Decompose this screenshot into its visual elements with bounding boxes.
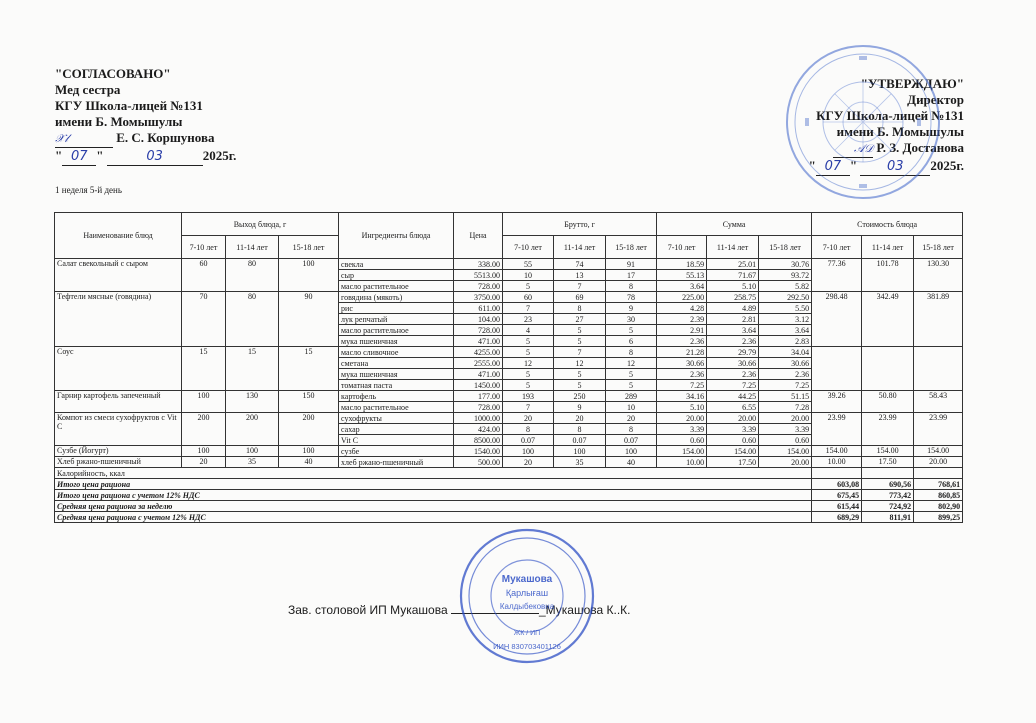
table-row	[55, 347, 963, 358]
seal-line: Мукашова	[501, 574, 553, 585]
ingredient-brutto: 8	[606, 347, 657, 358]
ingredient-price: 500.00	[454, 457, 503, 468]
ingredient-brutto: 5	[503, 380, 554, 391]
footer-signature	[288, 603, 631, 617]
ingredient-sum: 2.81	[707, 314, 759, 325]
ingredient-sum: 20.00	[759, 457, 812, 468]
total-row	[55, 501, 963, 512]
header-ingredients: Ингредиенты блюда	[339, 213, 454, 259]
menu-body	[55, 259, 963, 523]
ingredient-name: Vit C	[339, 435, 454, 446]
ingredient-sum: 3.64	[707, 325, 759, 336]
ingredient-sum: 3.64	[759, 325, 812, 336]
left-approval-signature-line	[55, 130, 236, 148]
ingredient-price: 338.00	[454, 259, 503, 270]
dish-cost: 381.89	[914, 292, 963, 347]
dish-yield: 15	[182, 347, 226, 391]
ingredient-name: сухофрукты	[339, 413, 454, 424]
ingredient-price: 3750.00	[454, 292, 503, 303]
ingredient-sum: 225.00	[657, 292, 707, 303]
ingredient-brutto: 20	[554, 413, 606, 424]
total-row	[55, 479, 963, 490]
ingredient-name: говядина (мякоть)	[339, 292, 454, 303]
left-date-month: 03	[146, 149, 163, 164]
ingredient-sum: 10.00	[657, 457, 707, 468]
left-approval-signer: Е. С. Коршунова	[116, 130, 215, 145]
ingredient-sum: 55.13	[657, 270, 707, 281]
total-value: 615,44	[812, 501, 862, 512]
calories-row	[55, 468, 963, 479]
ingredient-sum: 2.36	[657, 369, 707, 380]
table-row	[55, 292, 963, 303]
ingredient-sum: 154.00	[759, 446, 812, 457]
ingredient-sum: 7.25	[707, 380, 759, 391]
right-date-month: 03	[887, 159, 904, 174]
ingredient-brutto: 250	[554, 391, 606, 402]
menu-table	[54, 212, 963, 523]
ingredient-brutto: 69	[554, 292, 606, 303]
ingredient-brutto: 27	[554, 314, 606, 325]
ingredient-sum: 3.64	[657, 281, 707, 292]
dish-cost	[812, 347, 862, 391]
ingredient-sum: 2.91	[657, 325, 707, 336]
ingredient-brutto: 5	[606, 325, 657, 336]
left-date-year: 2025г.	[202, 148, 237, 163]
dish-yield: 200	[182, 413, 226, 446]
ingredient-name: сыр	[339, 270, 454, 281]
ingredient-brutto: 17	[606, 270, 657, 281]
ingredient-price: 728.00	[454, 325, 503, 336]
ingredient-brutto: 13	[554, 270, 606, 281]
ingredient-price: 1540.00	[454, 446, 503, 457]
week-day-label: 1 неделя 5-й день	[55, 185, 122, 195]
ingredient-sum: 3.39	[657, 424, 707, 435]
ingredient-name: томатная паста	[339, 380, 454, 391]
dish-name: Тефтели мясные (говядина)	[55, 292, 182, 347]
ingredient-brutto: 20	[503, 457, 554, 468]
ingredient-sum: 0.60	[707, 435, 759, 446]
total-value: 768,61	[914, 479, 963, 490]
dish-yield: 80	[226, 292, 279, 347]
header-dish: Наименование блюд	[55, 213, 182, 259]
ingredient-sum: 7.25	[759, 380, 812, 391]
seal-line: Калдыбековна	[499, 602, 555, 611]
ingredient-brutto: 8	[606, 424, 657, 435]
ingredient-brutto: 9	[554, 402, 606, 413]
dish-name: Сузбе (Йогурт)	[55, 446, 182, 457]
ingredient-sum: 2.39	[657, 314, 707, 325]
ingredient-sum: 258.75	[707, 292, 759, 303]
header-age: 7-10 лет	[182, 236, 226, 259]
dish-cost: 20.00	[914, 457, 963, 468]
ingredient-name: свекла	[339, 259, 454, 270]
ingredient-brutto: 40	[606, 457, 657, 468]
ingredient-sum: 20.00	[657, 413, 707, 424]
dish-yield: 20	[182, 457, 226, 468]
ingredient-sum: 2.36	[707, 336, 759, 347]
supplier-seal-icon	[458, 527, 596, 665]
dish-name: Соус	[55, 347, 182, 391]
dish-cost: 58.43	[914, 391, 963, 413]
dish-yield: 100	[279, 259, 339, 292]
ingredient-sum: 20.00	[707, 413, 759, 424]
table-row	[55, 391, 963, 402]
total-row	[55, 490, 963, 501]
dish-cost: 17.50	[862, 457, 914, 468]
ingredient-sum: 51.15	[759, 391, 812, 402]
dish-yield: 100	[279, 446, 339, 457]
seal-type: ЖК / ИП	[513, 630, 541, 637]
seal-line: Қарлығаш	[505, 588, 549, 598]
dish-name: Компот из смеси сухофруктов с Vit C	[55, 413, 182, 446]
dish-cost: 50.80	[862, 391, 914, 413]
ingredient-brutto: 20	[606, 413, 657, 424]
ingredient-price: 728.00	[454, 281, 503, 292]
footer-signature-blank	[451, 613, 539, 614]
left-date-day: 07	[70, 149, 88, 164]
dish-name: Салат свекольный с сыром	[55, 259, 182, 292]
ingredient-sum: 2.36	[759, 369, 812, 380]
ingredient-brutto: 55	[503, 259, 554, 270]
dish-yield: 35	[226, 457, 279, 468]
ingredient-brutto: 193	[503, 391, 554, 402]
ingredient-brutto: 0.07	[554, 435, 606, 446]
header-price: Цена	[454, 213, 503, 259]
ingredient-sum: 5.10	[657, 402, 707, 413]
total-label: Средняя цена рациона за неделю	[55, 501, 812, 512]
ingredient-price: 4255.00	[454, 347, 503, 358]
calories-value	[914, 468, 963, 479]
ingredient-sum: 7.28	[759, 402, 812, 413]
ingredient-name: сметана	[339, 358, 454, 369]
ingredient-sum: 44.25	[707, 391, 759, 402]
dish-yield: 60	[182, 259, 226, 292]
ingredient-brutto: 12	[503, 358, 554, 369]
header-age: 11-14 лет	[707, 236, 759, 259]
right-approval-title: "УТВЕРЖДАЮ"	[860, 76, 964, 91]
ingredient-sum: 3.39	[707, 424, 759, 435]
ingredient-price: 2555.00	[454, 358, 503, 369]
ingredient-sum: 34.04	[759, 347, 812, 358]
dish-cost: 39.26	[812, 391, 862, 413]
ingredient-sum: 4.89	[707, 303, 759, 314]
dish-cost: 23.99	[914, 413, 963, 446]
ingredient-sum: 30.76	[759, 259, 812, 270]
ingredient-sum: 18.59	[657, 259, 707, 270]
ingredient-brutto: 7	[554, 347, 606, 358]
ingredient-brutto: 23	[503, 314, 554, 325]
header-sum: Сумма	[657, 213, 812, 236]
header-age: 15-18 лет	[759, 236, 812, 259]
ingredient-sum: 2.83	[759, 336, 812, 347]
ingredient-name: мука пшеничная	[339, 369, 454, 380]
table-row	[55, 413, 963, 424]
ingredient-sum: 5.10	[707, 281, 759, 292]
dish-name: Хлеб ржано-пшеничный	[55, 457, 182, 468]
ingredient-sum: 292.50	[759, 292, 812, 303]
right-approval-org: КГУ Школа-лицей №131	[816, 108, 964, 123]
dish-yield: 150	[279, 391, 339, 413]
dish-cost: 342.49	[862, 292, 914, 347]
total-value: 675,45	[812, 490, 862, 501]
total-value: 899,25	[914, 512, 963, 523]
ingredient-brutto: 5	[503, 281, 554, 292]
dish-cost: 23.99	[812, 413, 862, 446]
ingredient-sum: 0.60	[657, 435, 707, 446]
ingredient-sum: 30.66	[707, 358, 759, 369]
dish-yield: 15	[279, 347, 339, 391]
ingredient-brutto: 4	[503, 325, 554, 336]
total-value: 773,42	[862, 490, 914, 501]
ingredient-brutto: 5	[554, 336, 606, 347]
total-value: 811,91	[862, 512, 914, 523]
ingredient-name: хлеб ржано-пшеничный	[339, 457, 454, 468]
ingredient-brutto: 35	[554, 457, 606, 468]
ingredient-price: 1450.00	[454, 380, 503, 391]
dish-cost: 101.78	[862, 259, 914, 292]
dish-cost: 23.99	[862, 413, 914, 446]
ingredient-sum: 30.66	[759, 358, 812, 369]
ingredient-brutto: 74	[554, 259, 606, 270]
dish-yield: 90	[279, 292, 339, 347]
ingredient-brutto: 8	[503, 424, 554, 435]
ingredient-sum: 29.79	[707, 347, 759, 358]
ingredient-sum: 30.66	[657, 358, 707, 369]
ingredient-brutto: 5	[503, 347, 554, 358]
header-brutto: Брутто, г	[503, 213, 657, 236]
dish-yield: 70	[182, 292, 226, 347]
dish-name: Гарнир картофель запеченный	[55, 391, 182, 413]
calories-value	[862, 468, 914, 479]
dish-cost: 130.30	[914, 259, 963, 292]
dish-yield: 200	[279, 413, 339, 446]
ingredient-sum: 34.16	[657, 391, 707, 402]
ingredient-brutto: 10	[606, 402, 657, 413]
ingredient-sum: 3.39	[759, 424, 812, 435]
total-label: Итого цена рациона	[55, 479, 812, 490]
ingredient-sum: 0.60	[759, 435, 812, 446]
dish-yield: 80	[226, 259, 279, 292]
dish-yield: 100	[182, 391, 226, 413]
table-row	[55, 457, 963, 468]
ingredient-sum: 4.28	[657, 303, 707, 314]
ingredient-sum: 2.36	[707, 369, 759, 380]
ingredient-sum: 71.67	[707, 270, 759, 281]
total-label: Итого цена рациона с учетом 12% НДС	[55, 490, 812, 501]
ingredient-price: 1000.00	[454, 413, 503, 424]
right-approval-date: " 07 " 03 2025г.	[808, 158, 964, 174]
ingredient-price: 5513.00	[454, 270, 503, 281]
ingredient-sum: 20.00	[759, 413, 812, 424]
right-approval-signer: Р. З. Достанова	[876, 140, 964, 155]
ingredient-brutto: 7	[554, 281, 606, 292]
ingredient-brutto: 5	[503, 369, 554, 380]
ingredient-sum: 17.50	[707, 457, 759, 468]
header-yield: Выход блюда, г	[182, 213, 339, 236]
seal-iin: ИИН 830703401126	[493, 642, 561, 651]
right-approval-block	[809, 76, 964, 176]
ingredient-brutto: 78	[606, 292, 657, 303]
total-value: 690,56	[862, 479, 914, 490]
ingredient-brutto: 7	[503, 402, 554, 413]
ingredient-brutto: 8	[606, 281, 657, 292]
right-approval-role: Директор	[907, 92, 964, 107]
dish-yield: 40	[279, 457, 339, 468]
ingredient-sum: 2.36	[657, 336, 707, 347]
ingredient-price: 104.00	[454, 314, 503, 325]
dish-cost: 154.00	[862, 446, 914, 457]
total-value: 603,08	[812, 479, 862, 490]
ingredient-price: 471.00	[454, 336, 503, 347]
ingredient-price: 611.00	[454, 303, 503, 314]
ingredient-sum: 5.82	[759, 281, 812, 292]
dish-cost: 298.48	[812, 292, 862, 347]
ingredient-brutto: 12	[606, 358, 657, 369]
ingredient-brutto: 100	[503, 446, 554, 457]
left-approval-block	[55, 66, 236, 166]
ingredient-brutto: 5	[554, 380, 606, 391]
total-row	[55, 512, 963, 523]
ingredient-brutto: 20	[503, 413, 554, 424]
dish-yield: 130	[226, 391, 279, 413]
right-date-day: 07	[824, 159, 842, 174]
ingredient-sum: 154.00	[657, 446, 707, 457]
ingredient-price: 8500.00	[454, 435, 503, 446]
signature-blank: 𝒳𝓁	[55, 130, 113, 148]
ingredient-sum: 5.50	[759, 303, 812, 314]
header-age: 11-14 лет	[862, 236, 914, 259]
ingredient-name: мука пшеничная	[339, 336, 454, 347]
dish-cost: 77.36	[812, 259, 862, 292]
header-age: 15-18 лет	[279, 236, 339, 259]
ingredient-brutto: 7	[503, 303, 554, 314]
ingredient-brutto: 6	[606, 336, 657, 347]
total-label: Средняя цена рациона с учетом 12% НДС	[55, 512, 812, 523]
ingredient-sum: 7.25	[657, 380, 707, 391]
calories-label: Калорийность, ккал	[55, 468, 812, 479]
header-age: 15-18 лет	[914, 236, 963, 259]
ingredient-brutto: 5	[503, 336, 554, 347]
ingredient-brutto: 0.07	[503, 435, 554, 446]
ingredient-sum: 93.72	[759, 270, 812, 281]
ingredient-sum: 154.00	[707, 446, 759, 457]
total-value: 860,85	[914, 490, 963, 501]
dish-cost	[862, 347, 914, 391]
header-age: 11-14 лет	[554, 236, 606, 259]
left-approval-org: КГУ Школа-лицей №131	[55, 98, 203, 113]
calories-value	[812, 468, 862, 479]
ingredient-price: 728.00	[454, 402, 503, 413]
left-approval-org-name: имени Б. Момышулы	[55, 114, 183, 129]
right-date-year: 2025г.	[930, 158, 964, 173]
dish-cost	[914, 347, 963, 391]
dish-yield: 200	[226, 413, 279, 446]
total-value: 689,29	[812, 512, 862, 523]
ingredient-brutto: 5	[554, 369, 606, 380]
ingredient-name: масло растительное	[339, 325, 454, 336]
ingredient-name: масло растительное	[339, 281, 454, 292]
ingredient-price: 424.00	[454, 424, 503, 435]
header-age: 7-10 лет	[812, 236, 862, 259]
header-age: 7-10 лет	[503, 236, 554, 259]
right-approval-signature-line	[809, 140, 964, 158]
header-age: 7-10 лет	[657, 236, 707, 259]
dish-yield: 15	[226, 347, 279, 391]
right-approval-org-name: имени Б. Момышулы	[836, 124, 964, 139]
header-age: 11-14 лет	[226, 236, 279, 259]
signature-blank: 𝒜𝒟	[833, 140, 873, 158]
ingredient-sum: 21.28	[657, 347, 707, 358]
dish-cost: 10.00	[812, 457, 862, 468]
ingredient-name: картофель	[339, 391, 454, 402]
ingredient-sum: 6.55	[707, 402, 759, 413]
left-approval-role: Мед сестра	[55, 82, 121, 97]
footer-left: Зав. столовой ИП Мукашова	[288, 603, 448, 617]
ingredient-name: масло сливочное	[339, 347, 454, 358]
total-value: 802,90	[914, 501, 963, 512]
dish-yield: 100	[182, 446, 226, 457]
ingredient-brutto: 91	[606, 259, 657, 270]
dish-cost: 154.00	[812, 446, 862, 457]
ingredient-brutto: 5	[554, 325, 606, 336]
ingredient-name: масло растительное	[339, 402, 454, 413]
ingredient-brutto: 8	[554, 424, 606, 435]
ingredient-sum: 3.12	[759, 314, 812, 325]
ingredient-brutto: 30	[606, 314, 657, 325]
table-row	[55, 259, 963, 270]
ingredient-name: сузбе	[339, 446, 454, 457]
ingredient-brutto: 10	[503, 270, 554, 281]
ingredient-name: рис	[339, 303, 454, 314]
total-value: 724,92	[862, 501, 914, 512]
ingredient-name: лук репчатый	[339, 314, 454, 325]
ingredient-sum: 25.01	[707, 259, 759, 270]
ingredient-brutto: 9	[606, 303, 657, 314]
table-row	[55, 446, 963, 457]
ingredient-brutto: 289	[606, 391, 657, 402]
ingredient-brutto: 100	[606, 446, 657, 457]
ingredient-brutto: 0.07	[606, 435, 657, 446]
header-cost: Стоимость блюда	[812, 213, 963, 236]
dish-cost: 154.00	[914, 446, 963, 457]
left-approval-title: "СОГЛАСОВАНО"	[55, 66, 171, 81]
ingredient-brutto: 8	[554, 303, 606, 314]
ingredient-name: сахар	[339, 424, 454, 435]
ingredient-brutto: 5	[606, 369, 657, 380]
ingredient-brutto: 60	[503, 292, 554, 303]
footer-right: _Мукашова К..К.	[538, 603, 631, 617]
ingredient-price: 177.00	[454, 391, 503, 402]
ingredient-brutto: 12	[554, 358, 606, 369]
ingredient-price: 471.00	[454, 369, 503, 380]
header-age: 15-18 лет	[606, 236, 657, 259]
dish-yield: 100	[226, 446, 279, 457]
left-approval-date: " 07 " 03 2025г.	[55, 148, 237, 164]
ingredient-brutto: 100	[554, 446, 606, 457]
ingredient-brutto: 5	[606, 380, 657, 391]
